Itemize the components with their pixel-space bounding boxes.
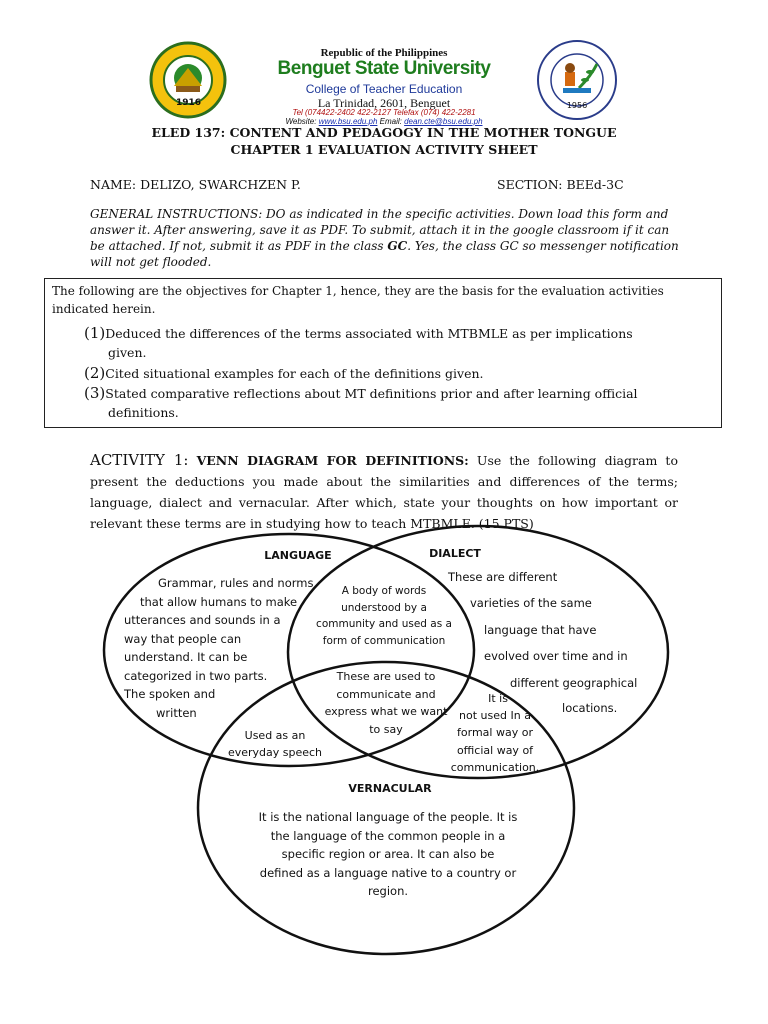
vernacular-text-line: specific region or area. It can also be: [281, 847, 495, 861]
overlap-text-line: Used as an: [244, 729, 306, 742]
overlap-text-line: not used In a: [459, 709, 531, 723]
dialect-text-line: different geographical: [510, 676, 638, 690]
address: La Trinidad, 2601, Benguet: [317, 96, 451, 110]
objective-text: Stated comparative reflections about MT definitions prior and after learning official: [105, 386, 638, 401]
language-vernacular-overlap-text: [220, 727, 330, 761]
center-text-line: to say: [369, 722, 403, 736]
overlap-text-line: formal way or: [457, 726, 533, 740]
objective-text: Cited situational examples for each of the definitions given.: [105, 366, 484, 381]
language-text-line: way that people can: [124, 631, 242, 646]
language-text-line: written: [156, 705, 197, 720]
vernacular-text-line: It is the national language of the people. It is: [258, 810, 518, 824]
email-link[interactable]: dean.cte@bsu.edu.ph: [404, 117, 483, 126]
dialect-text-line: These are different: [448, 570, 558, 584]
language-text-line: Grammar, rules and norms: [158, 576, 314, 590]
dialect-text-line: varieties of the same: [470, 596, 592, 610]
objectives-intro: The following are the objectives for Chapter 1, hence, they are the basis for the evaluation activities indicated herein.: [52, 284, 664, 316]
activity-text: Use the following diagram to present the deductions you made about the similarities and differences of the terms; language, dialect and vernacular. After which, state your thoughts on how important or relevant these terms are in studying how to teach MTBMLE. (15 PTS): [90, 453, 678, 531]
objective-item: [84, 384, 704, 422]
instructions-text-2: . Yes, the class GC so messenger notification will not get flooded.: [90, 239, 679, 269]
republic-heading: Republic of the Philippines: [320, 47, 448, 59]
chapter-title: CHAPTER 1 EVALUATION ACTIVITY SHEET: [230, 142, 538, 157]
left-logo-year: 1916: [176, 98, 202, 108]
activity-heading: VENN DIAGRAM FOR DEFINITIONS:: [196, 453, 469, 468]
language-text-line: understand. It can be: [124, 650, 248, 664]
overlap-text-line: It is: [488, 692, 508, 705]
right-logo-year: 1956: [566, 101, 588, 110]
activity-label: ACTIVITY 1:: [90, 451, 189, 469]
objective-number: (1): [84, 324, 106, 342]
activity-instructions: [90, 450, 678, 534]
objective-number: (3): [84, 384, 106, 402]
overlap-text-line: official way of: [456, 743, 534, 757]
overlap-text-line: communication.: [450, 760, 540, 774]
dialect-text-line: language that have: [484, 623, 597, 637]
section-label: SECTION:: [497, 177, 563, 192]
language-text-line: categorized in two parts.: [124, 668, 268, 683]
dialect-text-line: locations.: [562, 701, 618, 715]
objective-text-cont: definitions.: [108, 405, 179, 420]
course-title: ELED 137: CONTENT AND PEDAGOGY IN THE MOTHER TONGUE: [151, 125, 617, 140]
dialect-text-line: evolved over time and in: [484, 649, 628, 663]
name-field: [90, 177, 301, 192]
language-text: [118, 574, 318, 722]
center-text-line: express what we want: [324, 705, 448, 718]
vernacular-text-line: region.: [367, 884, 409, 898]
language-text-line: The spoken and: [124, 687, 216, 701]
overlap-text-line: everyday speech: [227, 746, 323, 759]
dialect-label: DIALECT: [429, 547, 481, 560]
center-text-line: These are used to: [336, 670, 436, 683]
college-name: College of Teacher Education: [305, 82, 463, 96]
dialect-vernacular-overlap-text: [436, 690, 554, 776]
section-field: [497, 177, 624, 192]
language-text-line: utterances and sounds in a: [124, 613, 281, 627]
objective-item: [84, 324, 704, 362]
objective-text: Deduced the differences of the terms associated with MTBMLE as per implications: [105, 326, 633, 341]
instructions-text-1: GENERAL INSTRUCTIONS: DO as indicated in the specific activities. Down load this form and answer it. After answering, save it as PDF. To submit, attach it in the google classroom if it can be attached. If not, submit it as PDF in the class: [90, 207, 670, 253]
objective-number: (2): [84, 364, 106, 382]
overlap-text-line: A body of words: [341, 585, 427, 597]
language-label: LANGUAGE: [264, 549, 332, 562]
vernacular-text: [238, 808, 538, 901]
website-label: Website:: [285, 117, 317, 126]
center-text-line: communicate and: [336, 687, 436, 701]
objective-item: [84, 364, 704, 383]
overlap-text-line: understood by a: [341, 601, 427, 614]
instructions-gc: GC: [387, 239, 408, 253]
name-label: NAME:: [90, 177, 137, 192]
vernacular-label: VERNACULAR: [348, 782, 432, 795]
language-text-line: that allow humans to make: [140, 594, 298, 609]
website-link[interactable]: www.bsu.edu.ph: [318, 117, 378, 126]
objective-text-cont: given.: [108, 345, 147, 360]
general-instructions: [90, 206, 680, 270]
vernacular-text-line: defined as a language native to a country or: [259, 865, 517, 880]
university-name: Benguet State University: [277, 58, 491, 79]
overlap-text-line: community and used as a: [316, 618, 452, 630]
telephone: Tel (074422-2402 422-2127 Telefax (074) 422-2281: [292, 108, 476, 117]
student-name: DELIZO, SWARCHZEN P.: [140, 177, 301, 192]
language-dialect-overlap-text: [306, 583, 462, 649]
email-label: Email:: [379, 117, 402, 126]
overlap-text-line: form of communication: [322, 634, 446, 647]
student-section: BEEd-3C: [566, 177, 624, 192]
vernacular-text-line: the language of the common people in a: [270, 828, 506, 843]
